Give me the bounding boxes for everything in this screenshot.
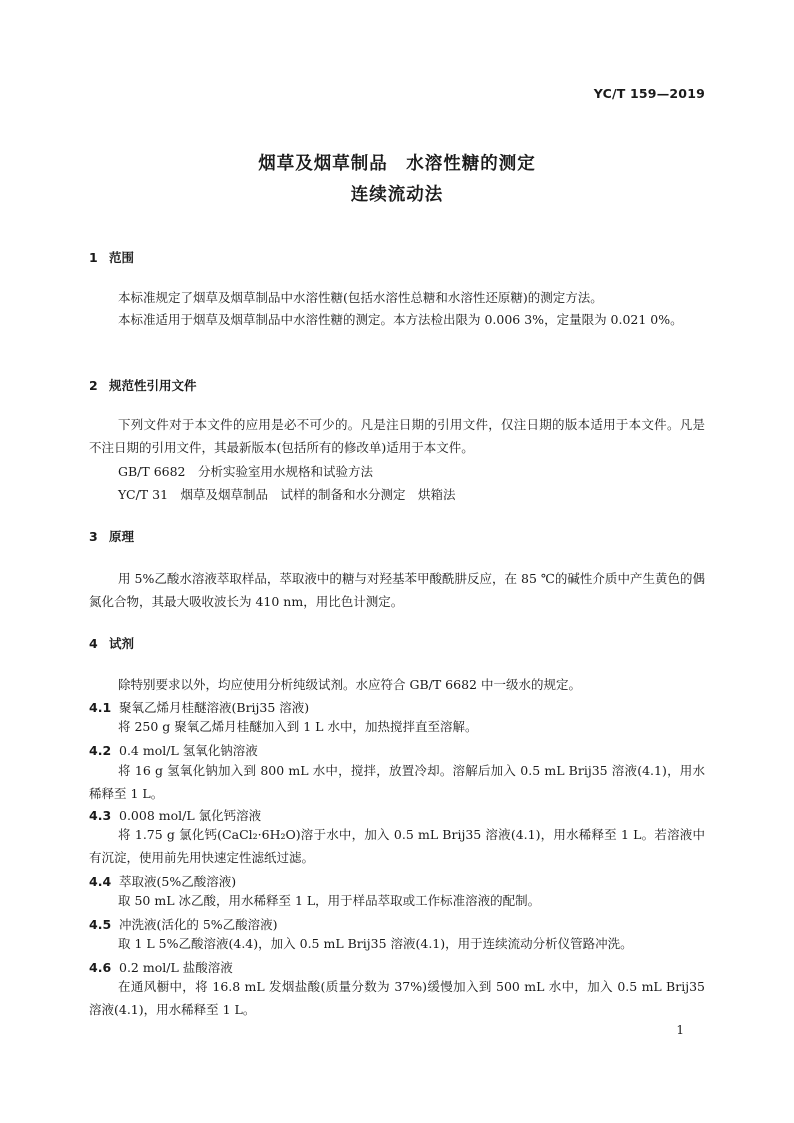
subsection-title: 冲洗液(活化的 5%乙酸溶液)	[119, 917, 278, 932]
standard-code: YC/T 159—2019	[593, 86, 705, 101]
paragraph: 本标准规定了烟草及烟草制品中水溶性糖(包括水溶性总糖和水溶性还原糖)的测定方法。	[118, 290, 603, 305]
section-heading-reagents	[89, 634, 134, 652]
paragraph: 除特别要求以外，均应使用分析纯级试剂。水应符合 GB/T 6682 中一级水的规定。	[118, 677, 581, 692]
reference-item: YC/T 31 烟草及烟草制品 试样的制备和水分测定 烘箱法	[118, 487, 456, 502]
subsection-number: 4.4	[89, 874, 112, 889]
paragraph: 本标准适用于烟草及烟草制品中水溶性糖的测定。本方法检出限为 0.006 3%，定量限为 0.021 0%。	[118, 312, 683, 327]
section-number: 2	[89, 378, 98, 393]
paragraph: 将 16 g 氢氧化钠加入到 800 mL 水中，搅拌，放置冷却。溶解后加入 0.5 mL Brij35 溶液(4.1)，用水稀释至 1 L。	[89, 763, 705, 801]
paragraph: 在通风橱中，将 16.8 mL 发烟盐酸(质量分数为 37%)缓慢加入到 500 mL 水中，加入 0.5 mL Brij35 溶液(4.1)，用水稀释至 1 L。	[89, 979, 705, 1017]
subsection-title: 0.4 mol/L 氢氧化钠溶液	[119, 743, 258, 758]
subsection-number: 4.5	[89, 917, 112, 932]
subsection-heading	[89, 872, 236, 890]
subsection-heading	[89, 806, 261, 824]
section-number: 4	[89, 636, 98, 651]
subsection-heading	[89, 915, 278, 933]
section-title: 原理	[109, 529, 135, 544]
reference-item: GB/T 6682 分析实验室用水规格和试验方法	[118, 464, 374, 479]
subsection-title: 0.008 mol/L 氯化钙溶液	[119, 808, 262, 823]
paragraph: 将 1.75 g 氯化钙(CaCl₂·6H₂O)溶于水中，加入 0.5 mL Brij35 溶液(4.1)，用水稀释至 1 L。若溶液中有沉淀，使用前先用快速定性滤纸过滤。	[89, 827, 705, 865]
section-title: 试剂	[109, 636, 135, 651]
section-number: 3	[89, 529, 98, 544]
subsection-heading	[89, 958, 233, 976]
subsection-number: 4.2	[89, 743, 112, 758]
section-title: 规范性引用文件	[109, 378, 197, 393]
section-heading-normative-references	[89, 376, 197, 394]
subsection-title: 聚氧乙烯月桂醚溶液(Brij35 溶液)	[119, 700, 310, 715]
paragraph: 取 50 mL 冰乙酸，用水稀释至 1 L，用于样品萃取或工作标准溶液的配制。	[118, 893, 541, 908]
subsection-number: 4.6	[89, 960, 112, 975]
section-heading-principle	[89, 527, 134, 545]
paragraph: 用 5%乙酸水溶液萃取样品，萃取液中的糖与对羟基苯甲酸酰肼反应，在 85 ℃的碱性介质中产生黄色的偶氮化合物，其最大吸收波长为 410 nm，用比色计测定。	[89, 571, 705, 609]
subsection-number: 4.1	[89, 700, 112, 715]
section-title: 范围	[109, 250, 135, 265]
subsection-title: 萃取液(5%乙酸溶液)	[119, 874, 237, 889]
paragraph: 取 1 L 5%乙酸溶液(4.4)，加入 0.5 mL Brij35 溶液(4.1)，用于连续流动分析仪管路冲洗。	[118, 936, 633, 951]
subsection-heading	[89, 741, 258, 759]
paragraph: 下列文件对于本文件的应用是必不可少的。凡是注日期的引用文件，仅注日期的版本适用于本文件。凡是不注日期的引用文件，其最新版本(包括所有的修改单)适用于本文件。	[89, 417, 705, 455]
document-subtitle: 连续流动法	[350, 185, 444, 205]
paragraph: 将 250 g 聚氧乙烯月桂醚加入到 1 L 水中，加热搅拌直至溶解。	[118, 719, 478, 734]
subsection-number: 4.3	[89, 808, 112, 823]
page-number: 1	[676, 1023, 684, 1037]
subsection-title: 0.2 mol/L 盐酸溶液	[119, 960, 233, 975]
document-title: 烟草及烟草制品 水溶性糖的测定	[258, 154, 536, 174]
section-number: 1	[89, 250, 98, 265]
subsection-heading	[89, 698, 309, 716]
section-heading-scope	[89, 248, 134, 266]
